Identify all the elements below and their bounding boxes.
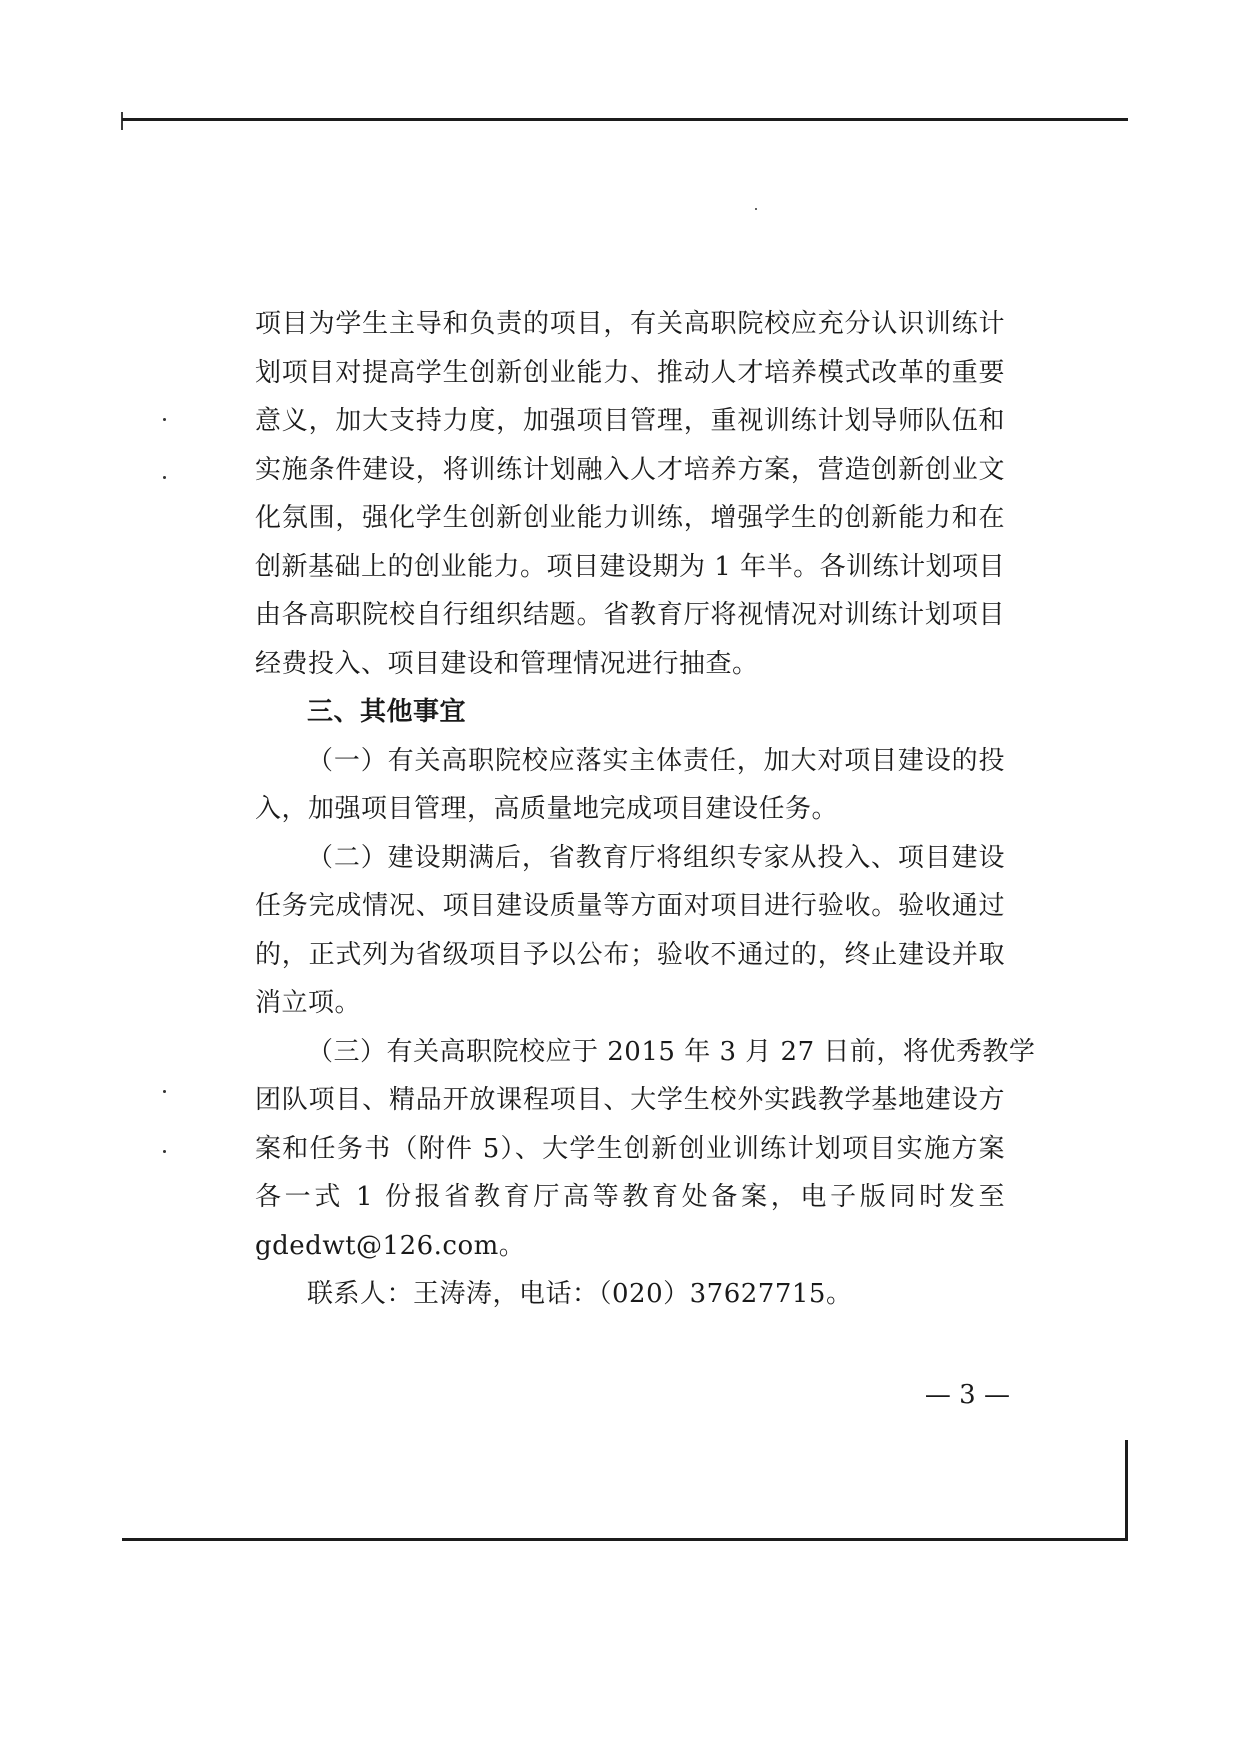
item3-line: （三）有关高职院校应于 2015 年 3 月 27 日前，将优秀教学 xyxy=(307,1036,1036,1067)
paragraph-line: 实施条件建设，将训练计划融入人才培养方案，营造创新创业文 xyxy=(255,454,1005,485)
item3-line: 各一式 1 份报省教育厅高等教育处备案，电子版同时发至 xyxy=(255,1182,1005,1212)
item1-line: （一）有关高职院校应落实主体责任，加大对项目建设的投 xyxy=(307,745,1005,776)
paragraph-line: 创新基础上的创业能力。项目建设期为 1 年半。各训练计划项目 xyxy=(255,551,1006,582)
section-heading: 三、其他事宜 xyxy=(307,697,467,727)
scan-speck xyxy=(163,476,166,479)
scan-speck xyxy=(163,1150,166,1153)
bottom-rule xyxy=(122,1538,1128,1541)
paragraph-line: 划项目对提高学生创新创业能力、推动人才培养模式改革的重要 xyxy=(255,357,1005,388)
item2-line: （二）建设期满后，省教育厅将组织专家从投入、项目建设 xyxy=(307,842,1005,873)
item3-email-line: gdedwt@126.com。 xyxy=(255,1230,526,1261)
paragraph-line: 意义，加大支持力度，加强项目管理，重视训练计划导师队伍和 xyxy=(255,406,1005,436)
paragraph-line: 由各高职院校自行组织结题。省教育厅将视情况对训练计划项目 xyxy=(255,600,1005,630)
paragraph-line: 化氛围，强化学生创新创业能力训练，增强学生的创新能力和在 xyxy=(255,503,1005,533)
item3-line: 案和任务书（附件 5）、大学生创新创业训练计划项目实施方案 xyxy=(255,1133,1005,1164)
scan-speck xyxy=(163,1090,166,1093)
scan-speck xyxy=(163,418,166,421)
scan-speck xyxy=(755,208,757,210)
contact-line: 联系人：王涛涛，电话：（020）37627715。 xyxy=(307,1279,853,1309)
item1-line: 入，加强项目管理，高质量地完成项目建设任务。 xyxy=(255,794,839,824)
item3-line: 团队项目、精品开放课程项目、大学生校外实践教学基地建设方 xyxy=(255,1085,1005,1115)
item2-line: 的，正式列为省级项目予以公布；验收不通过的，终止建设并取 xyxy=(255,939,1005,970)
scan-edge-mark xyxy=(121,112,123,130)
page-number: — 3 — xyxy=(924,1380,1010,1410)
body-text xyxy=(255,300,1036,1319)
paragraph-line: 项目为学生主导和负责的项目，有关高职院校应充分认识训练计 xyxy=(255,309,1005,339)
item2-line: 任务完成情况、项目建设质量等方面对项目进行验收。验收通过 xyxy=(255,891,1005,921)
paragraph-line: 经费投入、项目建设和管理情况进行抽查。 xyxy=(255,648,759,679)
top-rule xyxy=(122,118,1128,121)
right-rule xyxy=(1125,1440,1128,1540)
item2-line: 消立项。 xyxy=(255,988,362,1018)
